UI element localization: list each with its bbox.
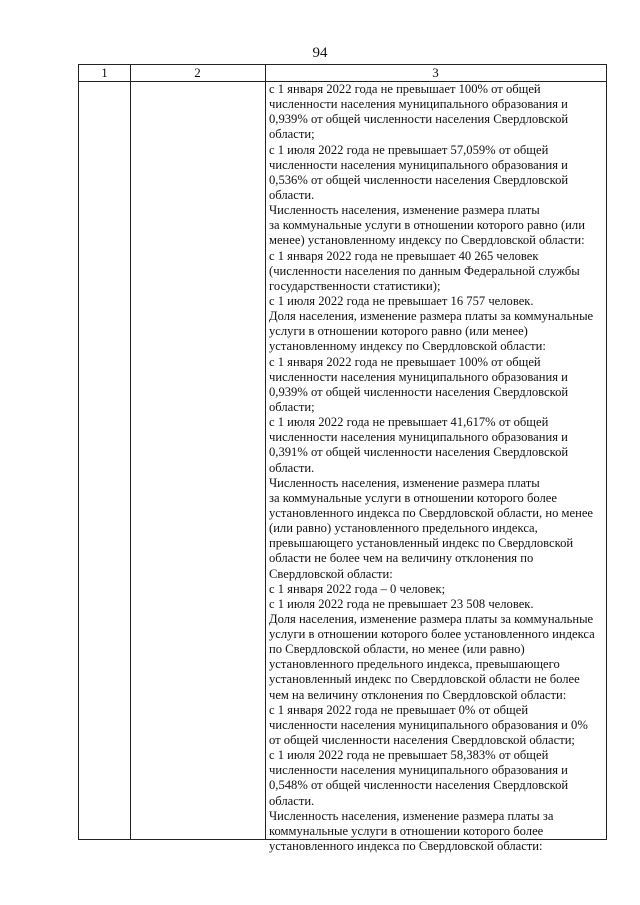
column-header-1: 1: [101, 65, 108, 80]
text-line: Доля населения, изменение размера платы за коммунальные: [269, 611, 594, 626]
table-header-row: [79, 65, 606, 82]
text-line: превышающего установленный индекс по Свердловской: [269, 536, 574, 551]
text-line: Численность населения, изменение размера платы: [269, 475, 540, 490]
text-line: численности населения муниципального образования и: [269, 763, 568, 778]
text-line: области.: [269, 187, 315, 202]
text-line: установленного предельного индекса, превышающего: [269, 657, 560, 672]
text-line: с 1 июля 2022 года не превышает 23 508 человек.: [269, 596, 534, 611]
column-header-3: 3: [432, 65, 439, 80]
text-line: с 1 июля 2022 года не превышает 41,617% от общей: [269, 415, 549, 430]
text-line: установленный индекс по Свердловской области не более: [269, 672, 580, 687]
text-line: 0,939% от общей численности населения Свердловской: [269, 384, 569, 399]
text-line: установленного индекса по Свердловской области:: [269, 839, 543, 854]
text-line: численности населения муниципального образования и: [269, 369, 568, 384]
text-line: Численность населения, изменение размера платы: [269, 203, 540, 218]
text-line: с 1 июля 2022 года не превышает 57,059% от общей: [269, 142, 549, 157]
text-line: Свердловской области:: [269, 566, 393, 581]
text-line: от общей численности населения Свердловской области;: [269, 733, 575, 748]
text-line: с 1 января 2022 года не превышает 100% от общей: [269, 354, 541, 369]
text-line: с 1 января 2022 года не превышает 100% от общей: [269, 82, 541, 96]
text-line: чем на величину отклонения по Свердловской области:: [269, 687, 567, 702]
text-line: менее) установленному индексу по Свердловской области:: [269, 233, 585, 248]
document-table: [78, 64, 607, 854]
column-divider-2: [265, 65, 266, 839]
text-line: за коммунальные услуги в отношении которого более: [269, 490, 557, 505]
text-line: установленного индекса по Свердловской области, но менее: [269, 505, 594, 520]
text-line: услуги в отношении которого более установленного индекса: [269, 627, 595, 642]
text-line: численности населения муниципального образования и 0%: [269, 717, 588, 732]
text-line: численности населения муниципального образования и: [269, 430, 568, 445]
text-line: 0,548% от общей численности населения Свердловской: [269, 778, 569, 793]
text-line: (или равно) установленного предельного индекса,: [269, 521, 538, 536]
text-line: численности населения муниципального образования и: [269, 157, 568, 172]
text-line: 0,939% от общей численности населения Свердловской: [269, 112, 569, 127]
text-line: с 1 января 2022 года не превышает 40 265 человек: [269, 248, 539, 263]
text-line: с 1 июля 2022 года не превышает 58,383% от общей: [269, 748, 549, 763]
text-line: Численность населения, изменение размера платы за: [269, 808, 554, 823]
page-number: 94: [312, 45, 328, 61]
text-line: 0,391% от общей численности населения Свердловской: [269, 445, 569, 460]
column-divider-1: [130, 65, 131, 839]
text-line: (численности населения по данным Федеральной службы: [269, 263, 580, 278]
text-line: Доля населения, изменение размера платы за коммунальные: [269, 309, 594, 324]
text-line: с 1 января 2022 года не превышает 0% от общей: [269, 702, 529, 717]
text-line: области;: [269, 399, 315, 414]
column-3-content: [269, 82, 604, 854]
text-line: области;: [269, 127, 315, 142]
text-line: с 1 июля 2022 года не превышает 16 757 человек.: [269, 293, 534, 308]
text-line: с 1 января 2022 года – 0 человек;: [269, 581, 446, 596]
text-line: по Свердловской области, но менее (или равно): [269, 642, 525, 657]
column-header-2: 2: [194, 65, 201, 80]
text-line: за коммунальные услуги в отношении которого равно (или: [269, 218, 585, 233]
text-line: установленному индексу по Свердловской области:: [269, 339, 546, 354]
text-line: государственности статистики);: [269, 278, 441, 293]
text-line: области.: [269, 460, 315, 475]
text-line: области не более чем на величину отклонения по: [269, 551, 534, 566]
text-line: услуги в отношении которого равно (или менее): [269, 324, 528, 339]
text-line: коммунальные услуги в отношении которого более: [269, 823, 544, 838]
text-line: области.: [269, 793, 315, 808]
text-line: 0,536% от общей численности населения Свердловской: [269, 172, 569, 187]
text-line: численности населения муниципального образования и: [269, 97, 568, 112]
